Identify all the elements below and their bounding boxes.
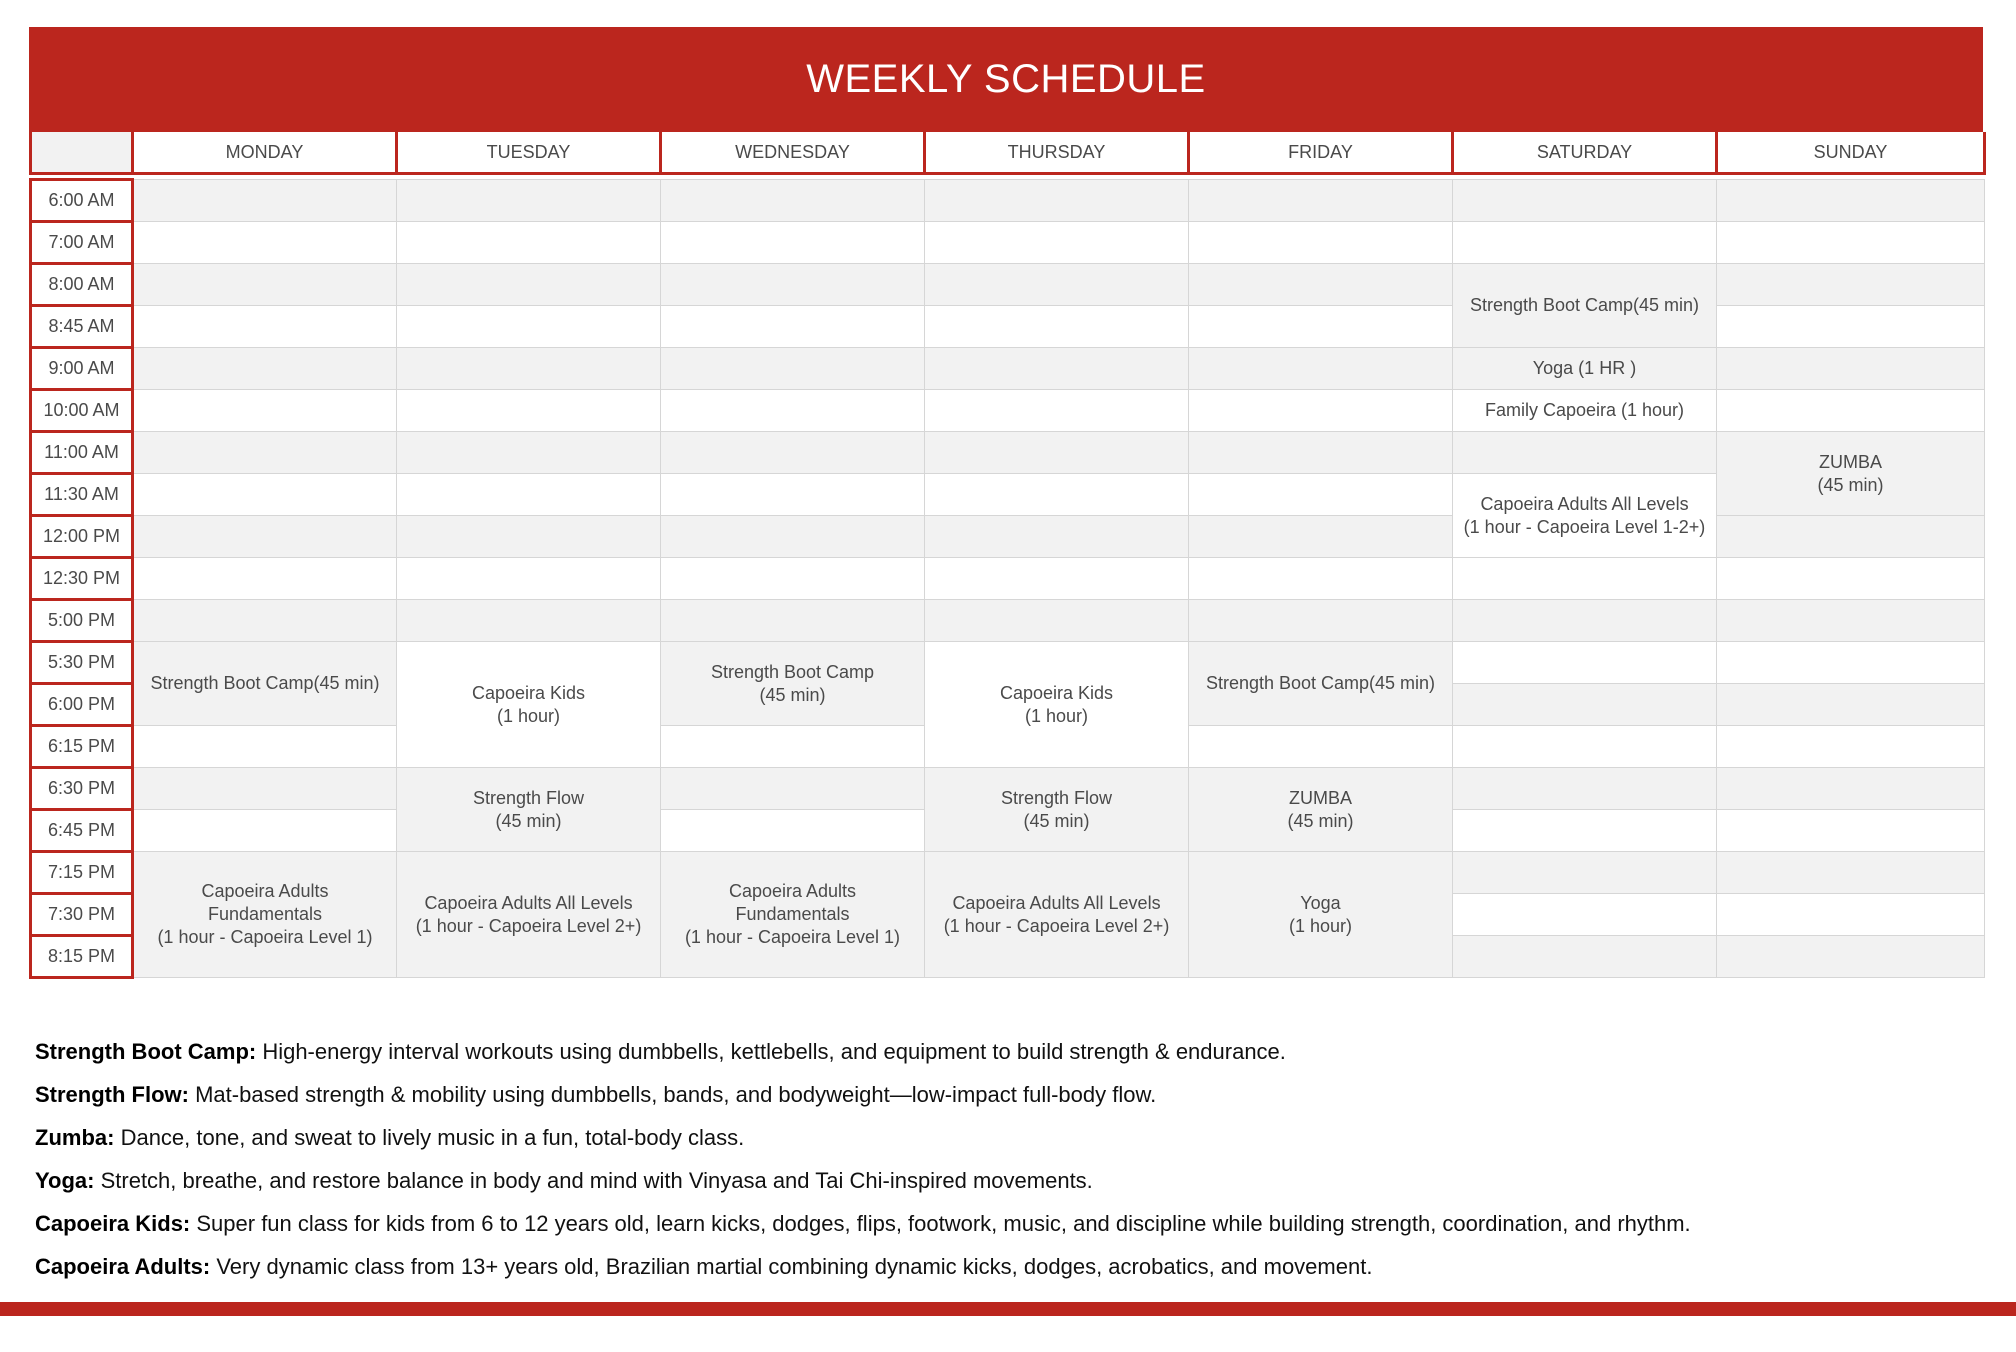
description-text: Mat-based strength & mobility using dumbbells, bands, and bodyweight—low-impact full-body flow. [188,1082,1157,1107]
empty-slot [1717,894,1985,936]
empty-slot [1189,726,1453,768]
day-header-sunday: SUNDAY [1717,132,1985,174]
empty-slot [1717,222,1985,264]
description-item [35,1030,1935,1073]
class-tuesday-strength-flow [397,768,661,852]
class-name: Yoga (1 HR ) [1532,358,1637,378]
time-label: 8:00 AM [31,264,133,306]
empty-slot [397,474,661,516]
empty-slot [133,600,397,642]
empty-slot [133,222,397,264]
empty-slot [1453,894,1717,936]
empty-slot [1717,936,1985,978]
empty-slot [133,768,397,810]
empty-slot [133,474,397,516]
schedule-row [31,558,1985,600]
class-wednesday-strength-boot-camp [661,642,925,726]
time-label: 6:00 PM [31,684,133,726]
schedule-row [31,264,1985,306]
empty-slot [1717,180,1985,222]
weekly-schedule [29,27,1983,979]
time-label: 11:30 AM [31,474,133,516]
time-label: 5:00 PM [31,600,133,642]
class-saturday-family-capoeira [1453,390,1717,432]
empty-slot [397,306,661,348]
description-text: Very dynamic class from 13+ years old, Brazilian martial combining dynamic kicks, dodges, acrobatics, and movement. [210,1254,1373,1279]
schedule-title: WEEKLY SCHEDULE [29,27,1983,132]
description-term: Zumba: [35,1125,115,1150]
class-duration: (45 min) [1817,474,1884,495]
class-monday-strength-boot-camp [133,642,397,726]
schedule-row [31,222,1985,264]
schedule-row [31,348,1985,390]
time-label: 6:15 PM [31,726,133,768]
empty-slot [1189,222,1453,264]
class-duration: (45 min) [1287,810,1354,831]
class-level: Fundamentals [207,904,323,924]
empty-slot [133,516,397,558]
schedule-row [31,390,1985,432]
class-name: Capoeira Kids [471,682,586,703]
schedule-row [31,474,1985,516]
empty-slot [1717,600,1985,642]
class-thursday-capoeira-kids [925,642,1189,768]
empty-slot [925,180,1189,222]
class-duration: (1 hour - Capoeira Level 1) [684,927,901,947]
empty-slot [1717,558,1985,600]
time-label: 7:30 PM [31,894,133,936]
empty-slot [1189,558,1453,600]
empty-slot [1453,642,1717,684]
description-item [35,1245,1935,1288]
empty-slot [1717,348,1985,390]
description-term: Strength Flow: [35,1082,189,1107]
schedule-row [31,852,1985,894]
class-friday-strength-boot-camp [1189,642,1453,726]
description-item [35,1202,1935,1245]
class-tuesday-capoeira-kids [397,642,661,768]
class-duration: (1 hour - Capoeira Level 2+) [415,915,642,936]
day-header-monday: MONDAY [133,132,397,174]
description-term: Yoga: [35,1168,95,1193]
description-item [35,1159,1935,1202]
empty-slot [925,474,1189,516]
empty-slot [661,516,925,558]
empty-slot [1189,180,1453,222]
description-term: Capoeira Kids: [35,1211,191,1236]
time-label: 6:00 AM [31,180,133,222]
day-header-friday: FRIDAY [1189,132,1453,174]
empty-slot [925,558,1189,600]
time-label: 12:30 PM [31,558,133,600]
empty-slot [1717,852,1985,894]
class-duration: (1 hour) [1024,705,1089,726]
description-text: Super fun class for kids from 6 to 12 years old, learn kicks, dodges, flips, footwork, music, and discipline while building strength, coordination, and rhythm. [190,1211,1691,1236]
class-name: Strength Boot Camp(45 min) [150,673,380,693]
time-label: 7:00 AM [31,222,133,264]
empty-slot [1453,180,1717,222]
empty-slot [1453,726,1717,768]
empty-slot [661,474,925,516]
empty-slot [1717,264,1985,306]
empty-slot [1717,768,1985,810]
time-label: 8:15 PM [31,936,133,978]
class-duration: (1 hour - Capoeira Level 1) [157,927,373,947]
class-name: Capoeira Adults [728,881,857,901]
class-saturday-strength-boot-camp [1453,264,1717,348]
empty-slot [133,348,397,390]
empty-slot [661,432,925,474]
empty-slot [925,432,1189,474]
empty-slot [925,516,1189,558]
class-name: Strength Flow [1000,787,1113,808]
empty-slot [1189,390,1453,432]
class-level: Fundamentals [735,904,850,924]
empty-slot [397,600,661,642]
footer-bar [0,1302,2016,1316]
class-name: Yoga [1300,892,1341,913]
empty-slot [661,180,925,222]
time-label: 6:30 PM [31,768,133,810]
empty-slot [1453,810,1717,852]
empty-slot [397,390,661,432]
empty-slot [661,264,925,306]
empty-slot [661,726,925,768]
schedule-row [31,642,1985,684]
description-text: High-energy interval workouts using dumbbells, kettlebells, and equipment to build strength & endurance. [256,1039,1286,1064]
time-label: 7:15 PM [31,852,133,894]
class-name: Capoeira Adults All Levels [1480,493,1689,514]
class-name: Strength Boot Camp(45 min) [1469,295,1700,315]
class-wednesday-capoeira-adults [661,852,925,978]
class-duration: (1 hour - Capoeira Level 1-2+) [1463,516,1706,537]
class-descriptions [35,1030,1935,1288]
empty-slot [1453,936,1717,978]
description-item [35,1116,1935,1159]
empty-slot [1189,600,1453,642]
schedule-table [29,132,1986,979]
empty-slot [1189,474,1453,516]
empty-slot [661,390,925,432]
class-tuesday-capoeira-adults [397,852,661,978]
class-name: ZUMBA [1289,787,1352,808]
class-saturday-capoeira-adults [1453,474,1717,558]
empty-slot [1453,222,1717,264]
empty-slot [397,222,661,264]
empty-slot [1453,852,1717,894]
time-label: 9:00 AM [31,348,133,390]
empty-slot [133,558,397,600]
empty-slot [397,180,661,222]
class-duration: (45 min) [759,684,826,705]
empty-slot [1453,558,1717,600]
empty-slot [925,306,1189,348]
empty-slot [1453,432,1717,474]
empty-slot [1453,768,1717,810]
empty-slot [661,348,925,390]
schedule-row [31,180,1985,222]
empty-slot [1717,684,1985,726]
empty-slot [1717,810,1985,852]
class-saturday-yoga [1453,348,1717,390]
day-header-wednesday: WEDNESDAY [661,132,925,174]
empty-slot [1189,348,1453,390]
description-text: Dance, tone, and sweat to lively music in a fun, total-body class. [114,1125,745,1150]
description-text: Stretch, breathe, and restore balance in body and mind with Vinyasa and Tai Chi-inspired movements. [94,1168,1093,1193]
corner-cell [31,132,133,174]
time-label: 5:30 PM [31,642,133,684]
empty-slot [133,390,397,432]
time-label: 8:45 AM [31,306,133,348]
empty-slot [397,264,661,306]
empty-slot [925,600,1189,642]
empty-slot [397,432,661,474]
class-name: ZUMBA [1819,451,1882,472]
empty-slot [661,306,925,348]
class-duration: (1 hour) [1288,915,1353,936]
empty-slot [397,558,661,600]
class-name: Capoeira Adults All Levels [952,892,1161,913]
class-name: Strength Flow [472,787,585,808]
time-label: 6:45 PM [31,810,133,852]
class-name: Strength Boot Camp(45 min) [1205,673,1436,693]
time-label: 11:00 AM [31,432,133,474]
class-name: Strength Boot Camp [710,661,875,682]
empty-slot [397,348,661,390]
description-term: Capoeira Adults: [35,1254,211,1279]
class-monday-capoeira-adults [133,852,397,978]
description-term: Strength Boot Camp: [35,1039,257,1064]
empty-slot [1717,726,1985,768]
class-name: Capoeira Adults All Levels [424,892,633,913]
description-item [35,1073,1935,1116]
empty-slot [925,390,1189,432]
class-duration: (1 hour) [496,705,561,726]
empty-slot [1453,600,1717,642]
empty-slot [1453,684,1717,726]
class-name: Family Capoeira (1 hour) [1484,400,1685,420]
empty-slot [925,222,1189,264]
empty-slot [1189,306,1453,348]
class-sunday-zumba [1717,432,1985,516]
class-friday-zumba [1189,768,1453,852]
class-duration: (45 min) [1023,810,1090,831]
class-friday-yoga [1189,852,1453,978]
class-thursday-capoeira-adults [925,852,1189,978]
class-thursday-strength-flow [925,768,1189,852]
schedule-row [31,768,1985,810]
empty-slot [1717,306,1985,348]
schedule-row [31,432,1985,474]
empty-slot [133,726,397,768]
empty-slot [661,600,925,642]
empty-slot [661,558,925,600]
empty-slot [133,810,397,852]
empty-slot [1189,264,1453,306]
empty-slot [1717,390,1985,432]
time-label: 12:00 PM [31,516,133,558]
empty-slot [661,810,925,852]
day-header-saturday: SATURDAY [1453,132,1717,174]
empty-slot [1189,432,1453,474]
empty-slot [133,264,397,306]
empty-slot [661,222,925,264]
time-label: 10:00 AM [31,390,133,432]
day-header-tuesday: TUESDAY [397,132,661,174]
empty-slot [925,348,1189,390]
schedule-row [31,600,1985,642]
class-name: Capoeira Adults [201,881,329,901]
empty-slot [925,264,1189,306]
class-duration: (45 min) [495,810,562,831]
empty-slot [133,180,397,222]
empty-slot [1717,516,1985,558]
empty-slot [133,306,397,348]
empty-slot [1189,516,1453,558]
class-duration: (1 hour - Capoeira Level 2+) [943,915,1170,936]
class-name: Capoeira Kids [999,682,1114,703]
empty-slot [1717,642,1985,684]
empty-slot [661,768,925,810]
empty-slot [133,432,397,474]
empty-slot [397,516,661,558]
day-header-thursday: THURSDAY [925,132,1189,174]
